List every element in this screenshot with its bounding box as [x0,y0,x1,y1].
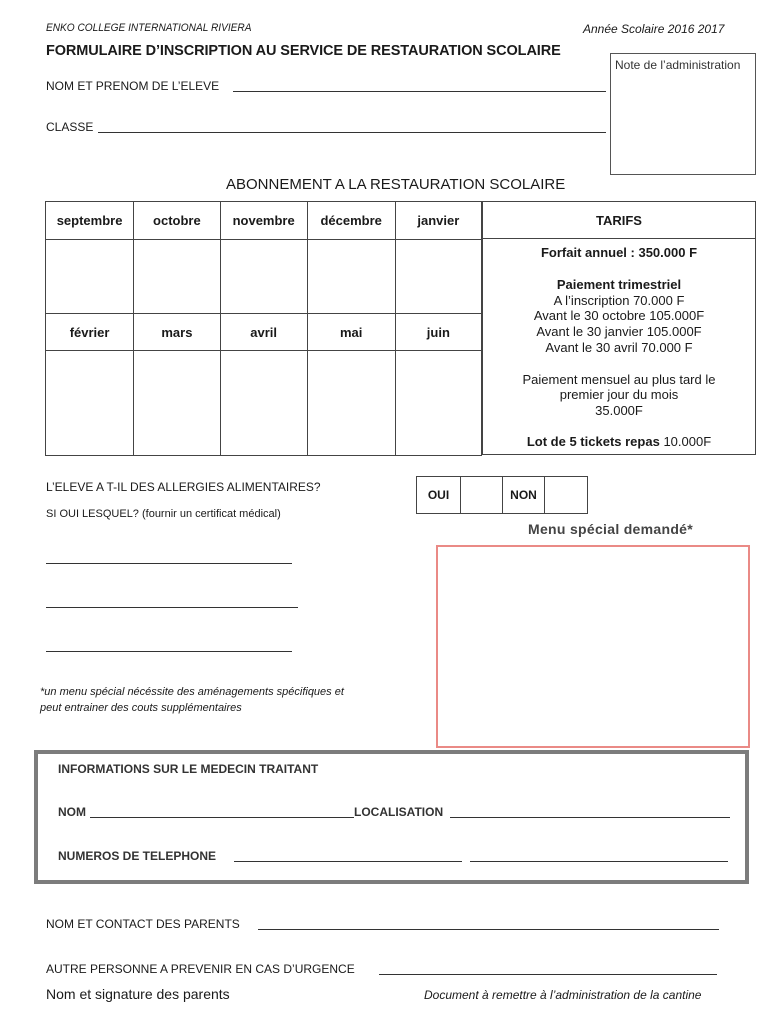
student-name-label: NOM ET PRENOM DE L’ELEVE [46,79,220,93]
class-label: CLASSE [46,120,94,134]
month-checkbox-cell[interactable] [307,240,395,314]
emergency-contact-field[interactable] [379,974,717,975]
month-cell: janvier [395,202,481,240]
subscription-heading: ABONNEMENT A LA RESTAURATION SCOLAIRE [226,176,566,193]
tarif-monthly-line: Paiement mensuel au plus tard le [522,372,716,387]
oui-non-choice [416,476,588,514]
oui-label: OUI [417,477,461,513]
month-cell: mars [134,314,221,351]
school-name: ENKO COLLEGE INTERNATIONAL RIVIERA [46,22,252,34]
special-menu-footnote-1: *un menu spécial nécéssite des aménagements spécifiques et [40,686,344,698]
doctor-phone-1-field[interactable] [234,861,462,862]
doctor-info-box [34,750,749,884]
allergy-line-1[interactable] [46,563,292,564]
parents-contact-field[interactable] [258,929,719,930]
special-menu-box[interactable] [436,545,750,748]
allergy-line-2[interactable] [46,607,298,608]
admin-note-label: Note de l’administration [615,58,741,72]
tarif-tickets-price: 10.000F [663,434,712,449]
tarif-tickets [483,434,755,449]
month-cell: juin [395,314,481,351]
month-checkbox-cell[interactable] [46,351,134,456]
non-label: NON [503,477,545,513]
form-title: FORMULAIRE D’INSCRIPTION AU SERVICE DE RESTAURATION SCOLAIRE [46,43,561,59]
month-checkbox-cell[interactable] [134,240,221,314]
month-checkbox-cell[interactable] [220,351,307,456]
month-checkbox-cell[interactable] [307,351,395,456]
emergency-contact-label: AUTRE PERSONNE A PREVENIR EN CAS D’URGENCE [46,962,355,976]
month-checkbox-cell[interactable] [134,351,221,456]
tarif-quarterly-line: Avant le 30 octobre 105.000F [533,308,705,323]
month-cell: octobre [134,202,221,240]
school-year: Année Scolaire 2016 2017 [583,22,725,36]
doctor-phone-2-field[interactable] [470,861,728,862]
tarif-monthly-line: premier jour du mois [559,387,679,402]
month-cell: décembre [307,202,395,240]
parents-contact-label: NOM ET CONTACT DES PARENTS [46,917,240,931]
oui-checkbox[interactable] [461,477,503,513]
month-cell: février [46,314,134,351]
month-checkbox-cell[interactable] [395,240,481,314]
doctor-phones-label: NUMEROS DE TELEPHONE [58,849,217,863]
special-menu-footnote-2: peut entrainer des couts supplémentaires [40,702,242,714]
doctor-info-title: INFORMATIONS SUR LE MEDECIN TRAITANT [58,762,319,776]
tarif-quarterly-line: Avant le 30 janvier 105.000F [536,324,702,339]
non-checkbox[interactable] [545,477,587,513]
doctor-name-label: NOM [58,805,86,819]
allergies-question: L’ELEVE A T-IL DES ALLERGIES ALIMENTAIRES? [46,480,321,494]
month-cell: mai [307,314,395,351]
allergies-which: SI OUI LESQUEL? (fournir un certificat médical) [46,508,281,520]
tarif-quarterly-title: Paiement trimestriel [556,277,682,292]
month-cell: avril [220,314,307,351]
parents-signature-label: Nom et signature des parents [46,986,230,1002]
allergy-line-3[interactable] [46,651,292,652]
special-menu-label: Menu spécial demandé* [528,521,694,537]
doctor-location-field[interactable] [450,817,730,818]
month-checkbox-cell[interactable] [46,240,134,314]
class-field[interactable] [98,132,606,133]
tarifs-box [482,201,756,455]
tarif-quarterly-line: Avant le 30 avril 70.000 F [545,340,693,355]
month-cell: novembre [220,202,307,240]
month-checkbox-cell[interactable] [395,351,481,456]
tarif-tickets-label: Lot de 5 tickets repas [526,434,660,449]
month-cell: septembre [46,202,134,240]
tarifs-header: TARIFS [483,202,755,239]
student-name-field[interactable] [233,91,606,92]
tarif-quarterly-line: A l’inscription 70.000 F [553,293,685,308]
doctor-location-label: LOCALISATION [354,805,444,819]
month-checkbox-cell[interactable] [220,240,307,314]
months-table [45,201,482,456]
doctor-name-field[interactable] [90,817,354,818]
tarif-annual: Forfait annuel : 350.000 F [540,245,698,260]
tarif-monthly-line: 35.000F [595,403,643,418]
admin-note-box[interactable] [610,53,756,175]
submission-note: Document à remettre à l’administration de la cantine [424,988,702,1002]
